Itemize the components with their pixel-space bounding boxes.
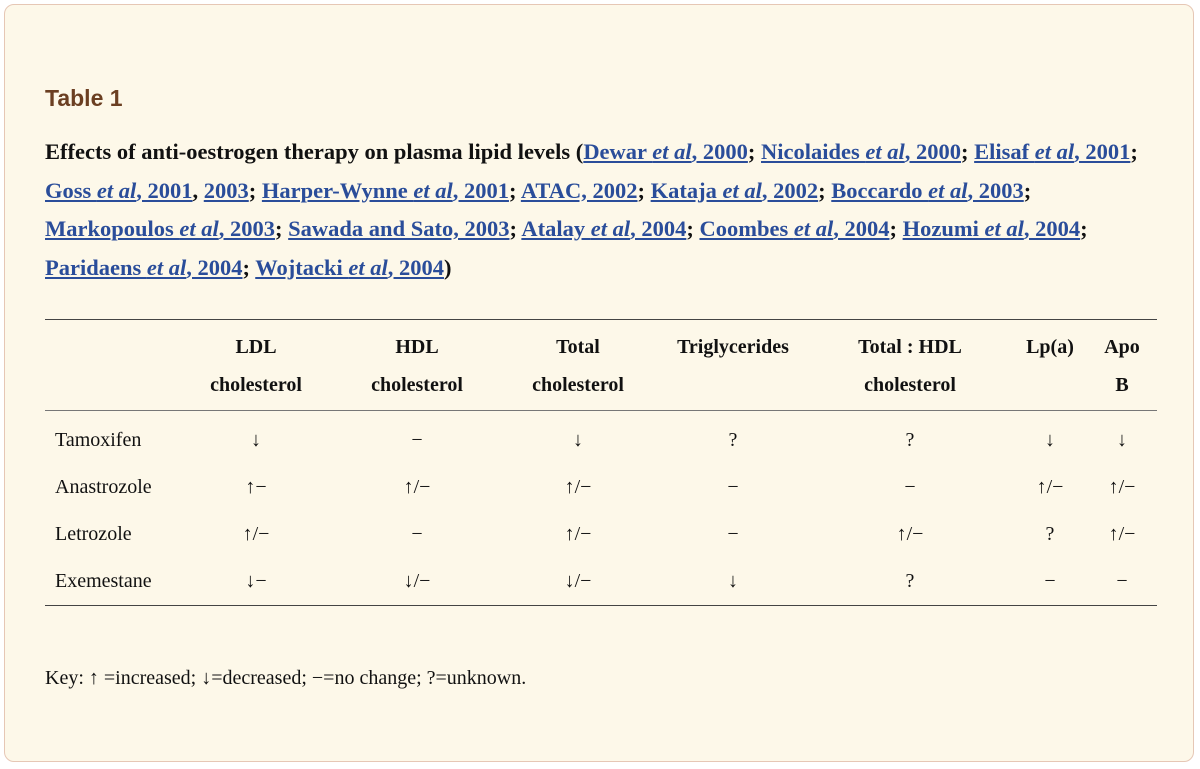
reference-link[interactable]: Paridaens et al, 2004 xyxy=(45,254,243,280)
table-cell: ↑/− xyxy=(1108,476,1136,498)
table-cell: ↓ xyxy=(1117,429,1127,451)
caption-end: ) xyxy=(443,254,452,280)
table-cell: ↓ xyxy=(573,429,583,451)
table-panel xyxy=(4,4,1194,762)
reference-separator: ; xyxy=(961,139,975,164)
column-header: Apo B xyxy=(1104,336,1140,396)
column-header: HDL cholesterol xyxy=(371,336,463,396)
reference-separator: ; xyxy=(1080,216,1088,241)
table-body xyxy=(45,411,1157,606)
reference-link[interactable]: Elisaf et al, 2001 xyxy=(974,139,1131,164)
reference-link[interactable]: Atalay et al, 2004 xyxy=(521,216,687,241)
reference-separator: ; xyxy=(275,216,289,241)
column-header: Total : HDL cholesterol xyxy=(858,336,962,396)
table-cell: ? xyxy=(1045,523,1055,545)
column-header: Triglycerides xyxy=(677,336,789,358)
reference-link[interactable]: Nicolaides et al, 2000 xyxy=(761,139,962,164)
table-cell: − xyxy=(1044,570,1056,592)
column-header: Lp(a) xyxy=(1026,336,1074,358)
reference-link[interactable]: Harper-Wynne et al, 2001 xyxy=(261,177,509,203)
reference-link[interactable]: Dewar et al, 2000 xyxy=(583,139,748,164)
table-row xyxy=(45,411,1157,465)
table-cell: − xyxy=(727,523,739,545)
table-header-row xyxy=(45,320,1157,411)
table-row xyxy=(45,558,1157,606)
reference-separator: , xyxy=(192,177,204,203)
table-cell: ↑/− xyxy=(403,476,431,498)
table-cell: ? xyxy=(905,570,915,592)
table-cell: ↑/− xyxy=(896,523,924,545)
table-caption xyxy=(45,133,1165,287)
reference-link[interactable]: Hozumi et al, 2004 xyxy=(902,216,1081,241)
reference-link[interactable]: 2003 xyxy=(203,177,249,203)
row-label: Anastrozole xyxy=(55,476,152,498)
table-cell: − xyxy=(727,476,739,498)
table-label: Table 1 xyxy=(45,85,123,111)
table-cell: ↑/− xyxy=(1036,476,1064,498)
column-header: LDL cholesterol xyxy=(210,336,302,396)
table-cell: ↓ xyxy=(251,429,261,451)
row-label: Letrozole xyxy=(55,523,132,545)
table-cell: ↑/− xyxy=(1108,523,1136,545)
reference-separator: ; xyxy=(1023,177,1032,203)
table-cell: ? xyxy=(728,429,738,451)
reference-separator: ; xyxy=(747,139,762,164)
reference-link[interactable]: Sawada and Sato, 2003 xyxy=(288,216,510,241)
reference-link[interactable]: Wojtacki et al, 2004 xyxy=(255,254,444,280)
column-header: Total cholesterol xyxy=(532,336,624,396)
table-cell: ↑− xyxy=(245,476,267,498)
reference-separator: ; xyxy=(509,216,522,241)
lipid-effects-table xyxy=(45,319,1157,606)
table-cell: ? xyxy=(905,429,915,451)
table-cell: ↑/− xyxy=(564,523,592,545)
table-row xyxy=(45,511,1157,558)
reference-separator: ; xyxy=(818,177,832,203)
table-row xyxy=(45,464,1157,511)
reference-link[interactable]: Markopoulos et al, 2003 xyxy=(45,216,276,241)
table-cell: ↓/− xyxy=(564,570,592,592)
table-cell: ↓ xyxy=(728,570,738,592)
row-label: Tamoxifen xyxy=(55,429,142,451)
table-cell: − xyxy=(411,429,423,451)
column-header xyxy=(45,320,175,411)
reference-separator: ; xyxy=(242,254,256,280)
table-cell: ↑/− xyxy=(564,476,592,498)
table-cell: ↓/− xyxy=(403,570,431,592)
caption-lead: Effects of anti-oestrogen therapy on plasma lipid levels ( xyxy=(45,139,584,164)
reference-link[interactable]: ATAC, 2002 xyxy=(520,177,638,203)
reference-link[interactable]: Coombes et al, 2004 xyxy=(699,216,890,241)
reference-separator: ; xyxy=(508,177,521,203)
table-cell: − xyxy=(411,523,423,545)
reference-link[interactable]: Kataja et al, 2002 xyxy=(650,177,819,203)
table-cell: ↓− xyxy=(245,570,267,592)
table-cell: ↓ xyxy=(1045,429,1055,451)
table-key: Key: ↑ =increased; ↓=decreased; −=no change; ?=unknown. xyxy=(45,667,527,689)
table-cell: ↑/− xyxy=(242,523,270,545)
reference-separator: ; xyxy=(686,216,700,241)
reference-link[interactable]: Boccardo et al, 2003 xyxy=(831,177,1024,203)
reference-separator: ; xyxy=(637,177,651,203)
reference-separator: ; xyxy=(1130,139,1138,164)
table-cell: − xyxy=(1116,570,1128,592)
reference-separator: ; xyxy=(889,216,903,241)
reference-separator: ; xyxy=(248,177,262,203)
reference-link[interactable]: Goss et al, 2001 xyxy=(45,177,193,203)
row-label: Exemestane xyxy=(55,570,152,592)
table-cell: − xyxy=(904,476,916,498)
